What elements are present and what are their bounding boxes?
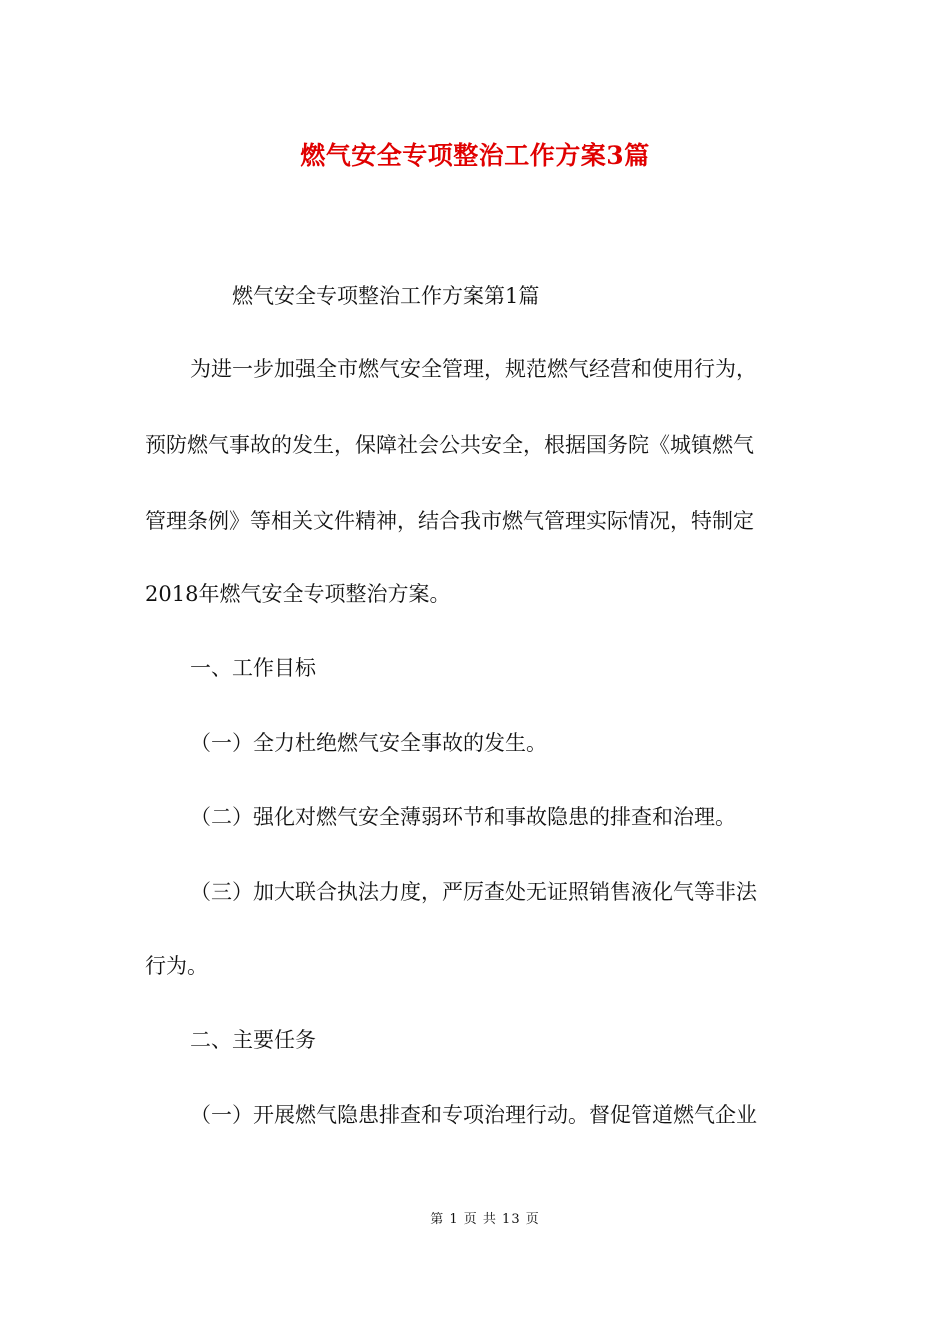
section-heading: 一、工作目标 <box>190 656 316 680</box>
list-item: （一）全力杜绝燃气安全事故的发生。 <box>190 731 547 755</box>
page-footer: 第 1 页 共 13 页 <box>430 1212 540 1227</box>
document-title: 燃气安全专项整治工作方案3篇 <box>300 141 650 170</box>
list-item: （三）加大联合执法力度，严厉查处无证照销售液化气等非法 <box>190 880 757 904</box>
paragraph-line: 管理条例》等相关文件精神，结合我市燃气管理实际情况，特制定 <box>145 509 754 533</box>
paragraph-line: 行为。 <box>145 954 208 978</box>
document-subtitle: 燃气安全专项整治工作方案第1篇 <box>232 284 540 308</box>
paragraph-line: 2018年燃气安全专项整治方案。 <box>145 582 451 606</box>
paragraph-line: 预防燃气事故的发生，保障社会公共安全，根据国务院《城镇燃气 <box>145 433 754 457</box>
paragraph-line: 为进一步加强全市燃气安全管理，规范燃气经营和使用行为， <box>190 357 757 381</box>
list-item: （一）开展燃气隐患排查和专项治理行动。督促管道燃气企业 <box>190 1103 757 1127</box>
list-item: （二）强化对燃气安全薄弱环节和事故隐患的排查和治理。 <box>190 805 736 829</box>
section-heading: 二、主要任务 <box>190 1028 316 1052</box>
